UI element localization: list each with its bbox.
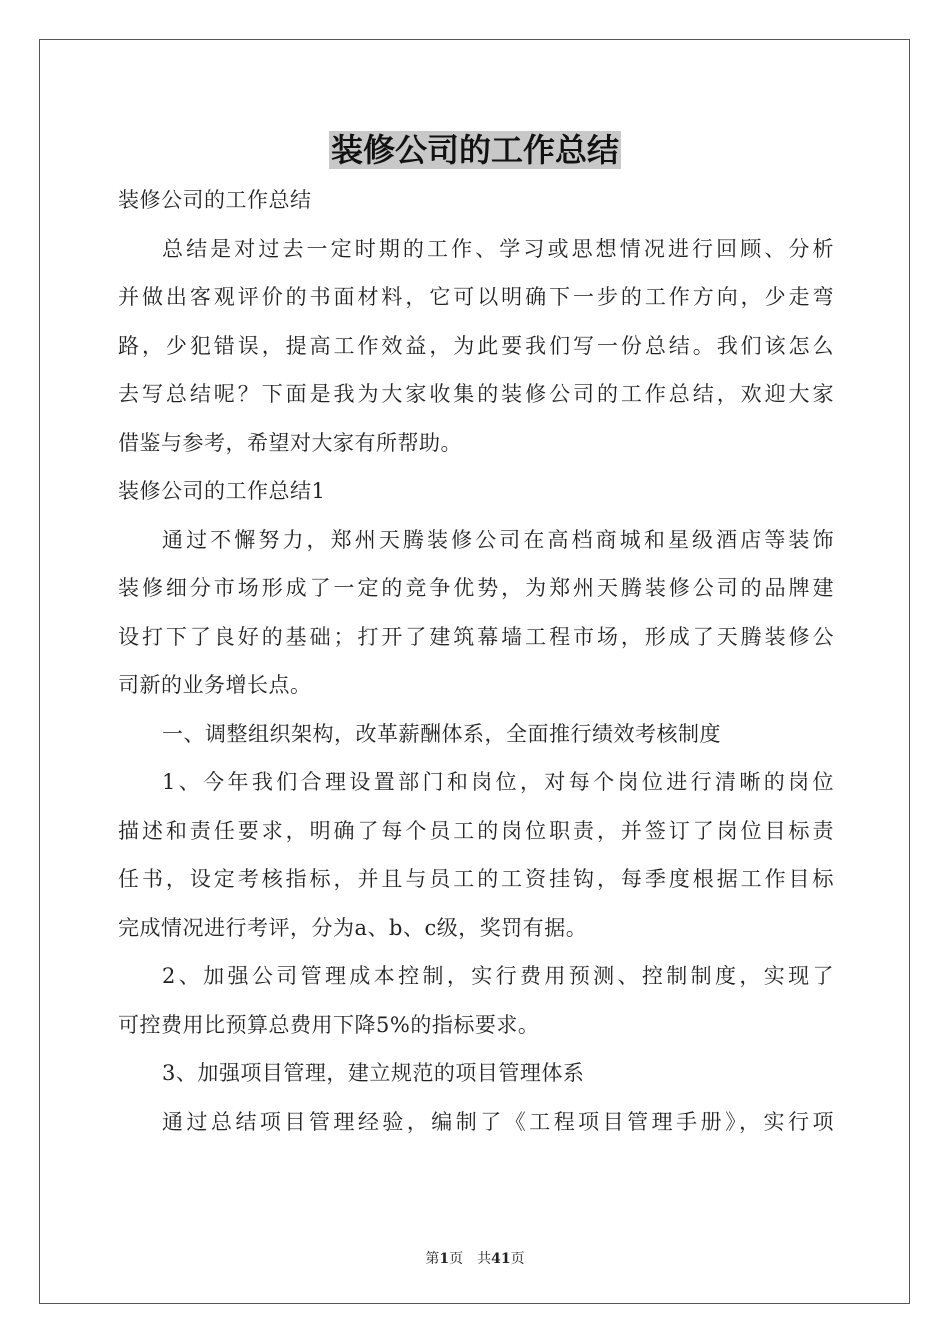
footer-page-suffix: 页	[510, 1251, 525, 1267]
subsection-heading: 一、调整组织架构，改革薪酬体系，全面推行绩效考核制度	[162, 721, 721, 746]
paragraph-line: 装修细分市场形成了一定的竞争优势，为郑州天腾装修公司的品牌建	[118, 576, 834, 600]
paragraph-line: 可控费用比预算总费用下降5%的指标要求。	[118, 1012, 540, 1037]
paragraph-line: 借鉴与参考，希望对大家有所帮助。	[118, 430, 462, 455]
paragraph-line: 通过不懈努力，郑州天腾装修公司在高档商城和星级酒店等装饰	[162, 527, 834, 552]
footer-page-mid: 页 共	[449, 1251, 492, 1267]
paragraph-line: 2、加强公司管理成本控制，实行费用预测、控制制度，实现了	[162, 964, 834, 988]
paragraph-line: 设打下了良好的基础；打开了建筑幕墙工程市场，形成了天腾装修公	[118, 624, 834, 649]
section-heading: 装修公司的工作总结1	[118, 479, 326, 503]
document-subtitle: 装修公司的工作总结	[118, 188, 312, 212]
page-footer	[0, 1248, 950, 1268]
paragraph-line: 司新的业务增长点。	[118, 673, 312, 697]
paragraph-line: 通过总结项目管理经验，编制了《工程项目管理手册》，实行项	[162, 1109, 834, 1134]
document-title	[0, 128, 950, 172]
footer-page-number: 1	[439, 1251, 450, 1267]
paragraph-line: 去写总结呢？下面是我为大家收集的装修公司的工作总结，欢迎大家	[118, 382, 834, 406]
paragraph-line: 任书，设定考核指标，并且与员工的工资挂钩，每季度根据工作目标	[118, 867, 834, 891]
paragraph-line: 描述和责任要求，明确了每个员工的岗位职责，并签订了岗位目标责	[118, 818, 834, 843]
footer-page-prefix: 第	[425, 1251, 440, 1267]
paragraph-line: 总结是对过去一定时期的工作、学习或思想情况进行回顾、分析	[162, 236, 834, 261]
paragraph-line: 并做出客观评价的书面材料，它可以明确下一步的工作方向，少走弯	[118, 285, 834, 309]
paragraph-line: 1、今年我们合理设置部门和岗位，对每个岗位进行清晰的岗位	[162, 770, 834, 794]
list-item: 3、加强项目管理，建立规范的项目管理体系	[162, 1061, 585, 1085]
document-title-text: 装修公司的工作总结	[330, 131, 619, 169]
paragraph-line: 完成情况进行考评，分为a、b、c级，奖罚有据。	[118, 915, 588, 940]
document-body	[118, 176, 834, 1146]
paragraph-line: 路，少犯错误，提高工作效益，为此要我们写一份总结。我们该怎么	[118, 333, 834, 358]
footer-total-pages: 41	[491, 1251, 511, 1267]
